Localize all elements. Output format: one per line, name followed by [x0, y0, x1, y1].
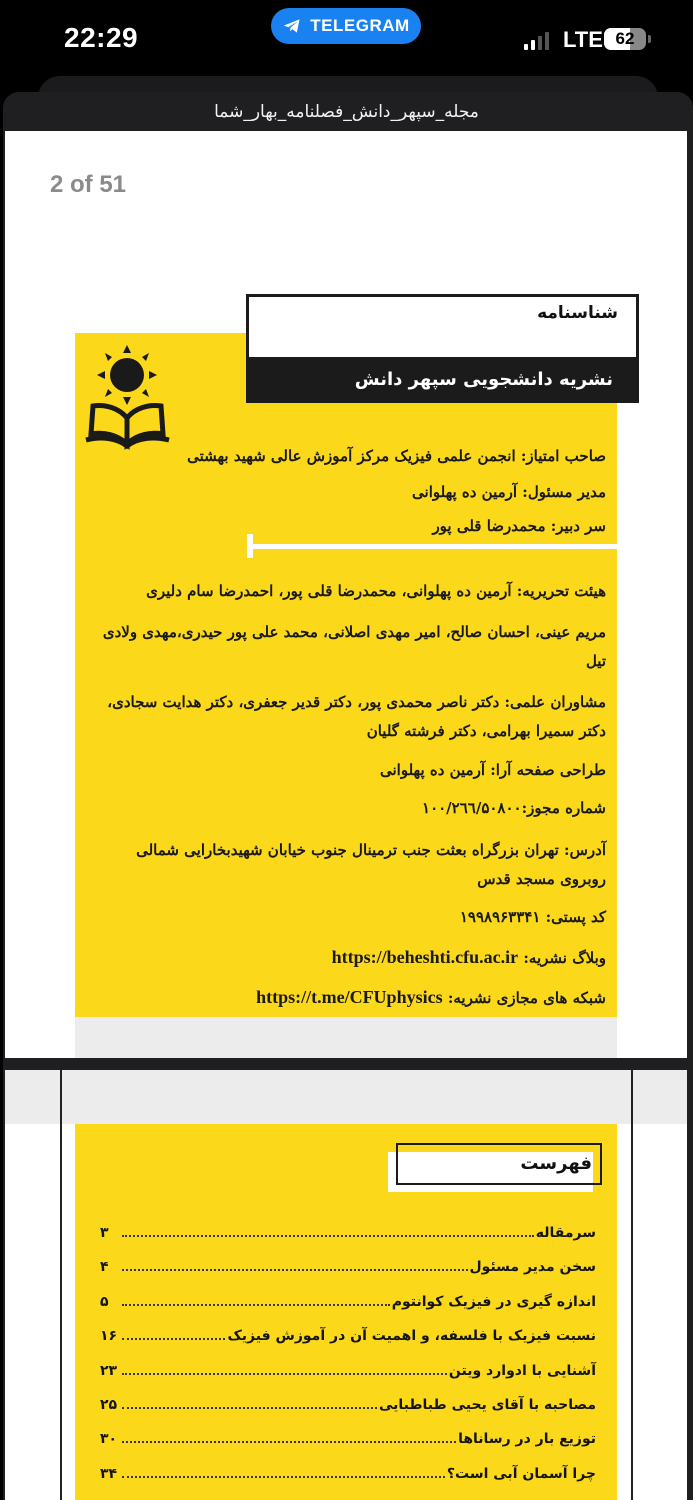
toc-leader: [122, 1304, 390, 1306]
network-type: LTE: [563, 27, 603, 52]
telegram-plane-icon: [282, 16, 302, 36]
social-label: شبکه های مجازی نشریه:: [447, 989, 606, 1007]
toc-item-page: ۵: [100, 1293, 109, 1310]
cellular-signal-icon: [524, 30, 549, 50]
toc-title: فهرست: [520, 1153, 592, 1174]
editorial-board-continued: مریم عینی، احسان صالح، امیر مهدی اصلانی، محمد علی پور حیدری،مهدی ولادی تیل: [102, 623, 606, 670]
blog-line: [90, 943, 606, 973]
toc-item-title: سخن مدیر مسئول: [469, 1259, 596, 1276]
toc-leader: [122, 1373, 447, 1375]
table-of-contents: [100, 1225, 596, 1500]
layout-designer-line: طراحی صفحه آرا: آرمین ده پهلوانی: [379, 761, 606, 779]
document-title: مجله_سپهر_دانش_فصلنامه_بهار_شما: [214, 102, 479, 122]
editor-in-chief-line: سر دبیر: محمدرضا قلی پور: [432, 517, 606, 535]
toc-leader: [122, 1269, 468, 1271]
toc-item-title: نسبت فیزیک با فلسفه، و اهمیت آن در آموزش فیزیک: [227, 1328, 596, 1345]
blog-label: وبلاگ نشریه:: [523, 949, 606, 967]
toc-leader: [122, 1338, 225, 1340]
sun-over-open-book-icon: [83, 340, 175, 450]
publication-name: نشریه دانشجویی سپهر دانش: [246, 357, 639, 403]
toc-item-title: مصاحبه با آقای یحیی طباطبایی: [378, 1396, 596, 1413]
editorial-board-line: هیئت تحریریه: آرمین ده پهلوانی، محمدرضا قلی پور، احمدرضا سام دلیری: [146, 582, 606, 600]
page-gap: [5, 1058, 687, 1070]
battery-tip: [648, 35, 651, 43]
page-counter: 2 of 51: [50, 171, 127, 198]
toc-item-page: ۲۳: [100, 1362, 118, 1379]
toc-item[interactable]: [100, 1225, 596, 1259]
toc-leader: [122, 1407, 377, 1409]
toc-item-title: چرا آسمان آبی است؟: [446, 1465, 596, 1482]
toc-leader: [122, 1441, 456, 1443]
toc-item-page: ۴: [100, 1259, 109, 1276]
divider-cap: [247, 534, 253, 558]
managing-director-line: مدیر مسئول: آرمین ده پهلوانی: [412, 483, 606, 501]
imprint-label: شناسنامه: [537, 303, 618, 323]
clock: 22:29: [64, 22, 139, 53]
toc-item[interactable]: [100, 1431, 596, 1465]
toc-item[interactable]: [100, 1259, 596, 1293]
toc-item[interactable]: [100, 1363, 596, 1397]
social-link[interactable]: https://t.me/CFUphysics: [256, 987, 443, 1007]
toc-item-page: ۳۰: [100, 1431, 118, 1448]
battery-level: 62: [615, 29, 635, 48]
toc-item-page: ۳: [100, 1225, 109, 1241]
toc-item[interactable]: [100, 1294, 596, 1328]
battery-icon: [604, 28, 646, 50]
postal-code-line: کد پستی: ۱۹۹۸۹۶۳۳۴۱: [459, 908, 606, 926]
toc-item-title: توزیع بار در رساناها: [458, 1431, 596, 1448]
return-to-telegram-pill[interactable]: [271, 8, 421, 44]
toc-item-page: ۳۴: [100, 1465, 118, 1482]
status-bar: [0, 0, 693, 75]
blog-link[interactable]: https://beheshti.cfu.ac.ir: [331, 947, 519, 967]
scientific-advisors-line: مشاوران علمی: دکتر ناصر محمدی پور، دکتر قدیر جعفری، دکتر هدایت سجادی، دکتر سمیرا بهرامی، دکتر فرشته گلیان: [107, 693, 606, 740]
address-line: آدرس: تهران بزرگراه بعثت جنب ترمینال جنوب خیابان شهیدبخارایی شمالی روبروی مسجد قدس: [136, 841, 606, 888]
toc-item-page: ۱۶: [100, 1328, 118, 1345]
imprint-header: [246, 294, 639, 403]
toc-item-title: اندازه گیری در فیزیک کوانتوم: [391, 1293, 596, 1310]
toc-item[interactable]: [100, 1466, 596, 1500]
owner-line: صاحب امتیاز: انجمن علمی فیزیک مرکز آموزش عالی شهید بهشتی: [187, 447, 606, 465]
toc-item-title: آشنایی با ادوارد ویتن: [448, 1362, 596, 1379]
social-line: [90, 983, 606, 1013]
license-number-line: شماره مجوز:۱۰۰/۲٦٦/۵۰۸۰۰: [422, 799, 606, 817]
toc-item[interactable]: [100, 1328, 596, 1362]
toc-item[interactable]: [100, 1397, 596, 1431]
page-bottom-band: [75, 1017, 617, 1058]
toc-item-page: ۲۵: [100, 1396, 118, 1413]
divider-rule: [252, 544, 617, 549]
toc-leader: [122, 1476, 445, 1478]
toc-item-title: سرمقاله: [535, 1225, 596, 1241]
toc-leader: [122, 1235, 534, 1237]
telegram-pill-label: TELEGRAM: [310, 16, 410, 35]
